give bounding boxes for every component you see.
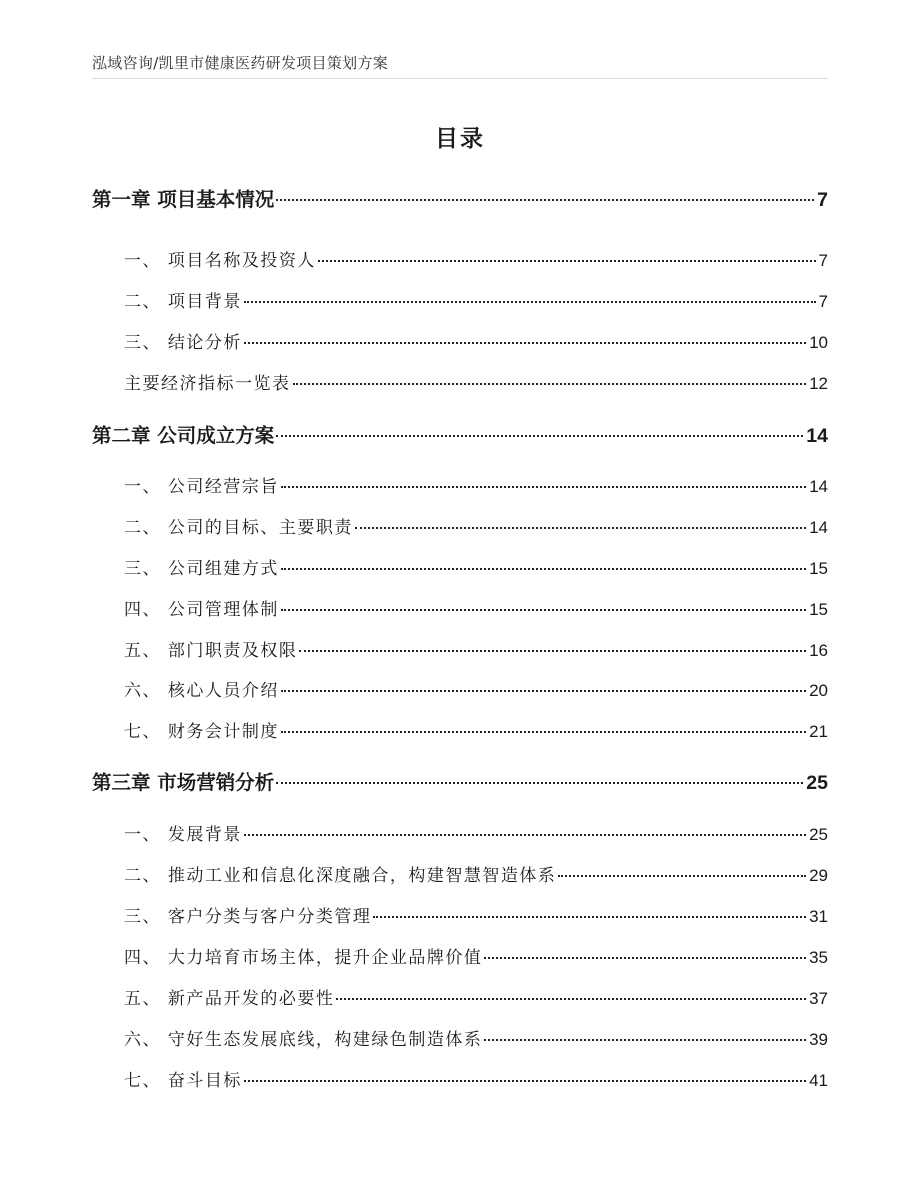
toc-page-number: 25 [809, 825, 828, 844]
dot-leader [244, 342, 806, 344]
dot-leader [484, 1039, 806, 1041]
toc-page-number: 21 [809, 722, 828, 741]
dot-leader [336, 998, 806, 1000]
toc-section[interactable] [124, 554, 828, 579]
toc-section[interactable] [124, 902, 828, 927]
dot-leader [293, 383, 807, 385]
toc-page-number: 14 [809, 477, 828, 496]
dot-leader [299, 650, 806, 652]
toc-section[interactable] [124, 636, 828, 661]
toc-entry-label: 六、 守好生态发展底线，构建绿色制造体系 [124, 1030, 483, 1050]
toc-entry-label: 一、 公司经营宗旨 [124, 477, 279, 497]
toc-entry-label: 二、 项目背景 [124, 292, 242, 312]
toc-entry-label: 一、 项目名称及投资人 [124, 251, 316, 271]
toc-entry-label: 四、 大力培育市场主体，提升企业品牌价值 [124, 948, 483, 968]
toc-section[interactable] [124, 246, 828, 271]
toc-entry-label: 六、 核心人员介绍 [124, 681, 279, 701]
dot-leader [244, 301, 816, 303]
dot-leader [244, 834, 806, 836]
toc-section[interactable] [124, 820, 828, 845]
toc-page-number: 7 [817, 189, 828, 211]
toc-page-number: 41 [809, 1071, 828, 1090]
header-divider [92, 78, 828, 79]
toc-section[interactable] [124, 717, 828, 742]
toc-entry-label: 一、 发展背景 [124, 825, 242, 845]
toc-page-number: 31 [809, 907, 828, 926]
toc-section[interactable] [124, 595, 828, 620]
toc-page-number: 14 [806, 425, 828, 447]
toc-page-number: 12 [809, 374, 828, 393]
running-header: 泓域咨询/凯里市健康医药研发项目策划方案 [92, 54, 389, 72]
toc-entry-label: 主要经济指标一览表 [124, 374, 291, 394]
dot-leader [281, 690, 806, 692]
toc-section[interactable] [124, 984, 828, 1009]
toc-section[interactable] [124, 369, 828, 394]
toc-entry-label: 七、 财务会计制度 [124, 722, 279, 742]
toc-entry-label: 五、 新产品开发的必要性 [124, 989, 335, 1009]
toc-entry-label: 二、 推动工业和信息化深度融合，构建智慧智造体系 [124, 866, 557, 886]
dot-leader [281, 486, 806, 488]
toc-page-number: 16 [809, 641, 828, 660]
toc-title: 目录 [435, 126, 485, 152]
dot-leader [318, 260, 816, 262]
toc-entry-label: 第三章 市场营销分析 [92, 771, 275, 794]
dot-leader [244, 1080, 806, 1082]
dot-leader [276, 199, 814, 201]
toc-section[interactable] [124, 1025, 828, 1050]
toc-entry-label: 三、 结论分析 [124, 333, 242, 353]
toc-entry-label: 第二章 公司成立方案 [92, 424, 275, 447]
dot-leader [373, 916, 806, 918]
toc-page-number: 15 [809, 600, 828, 619]
dot-leader [484, 957, 806, 959]
dot-leader [558, 875, 806, 877]
toc-page-number: 25 [806, 772, 828, 794]
toc-entry-label: 第一章 项目基本情况 [92, 188, 275, 211]
toc-entry-label: 二、 公司的目标、主要职责 [124, 518, 353, 538]
toc-entry-label: 三、 公司组建方式 [124, 559, 279, 579]
toc-section[interactable] [124, 472, 828, 497]
dot-leader [281, 609, 806, 611]
toc-page-number: 29 [809, 866, 828, 885]
toc-entry-label: 七、 奋斗目标 [124, 1071, 242, 1091]
toc-section[interactable] [124, 513, 828, 538]
toc-chapter-1[interactable] [92, 184, 828, 212]
toc-entry-label: 五、 部门职责及权限 [124, 641, 298, 661]
toc-section[interactable] [124, 861, 828, 886]
toc-entry-label: 三、 客户分类与客户分类管理 [124, 907, 372, 927]
dot-leader [276, 782, 803, 784]
toc-page-number: 39 [809, 1030, 828, 1049]
toc-page-number: 7 [818, 251, 828, 270]
toc-page-number: 10 [809, 333, 828, 352]
toc-chapter-2[interactable] [92, 420, 828, 448]
toc-page-number: 15 [809, 559, 828, 578]
dot-leader [281, 568, 806, 570]
toc-entry-label: 四、 公司管理体制 [124, 600, 279, 620]
toc-section[interactable] [124, 328, 828, 353]
toc-chapter-3[interactable] [92, 767, 828, 795]
toc-section[interactable] [124, 287, 828, 312]
toc-page-number: 20 [809, 681, 828, 700]
toc-page-number: 7 [818, 292, 828, 311]
toc-section[interactable] [124, 943, 828, 968]
toc-section[interactable] [124, 1066, 828, 1091]
dot-leader [281, 731, 806, 733]
dot-leader [355, 527, 806, 529]
toc-page-number: 37 [809, 989, 828, 1008]
toc-section[interactable] [124, 676, 828, 701]
dot-leader [276, 435, 803, 437]
toc-page-number: 14 [809, 518, 828, 537]
toc-page-number: 35 [809, 948, 828, 967]
